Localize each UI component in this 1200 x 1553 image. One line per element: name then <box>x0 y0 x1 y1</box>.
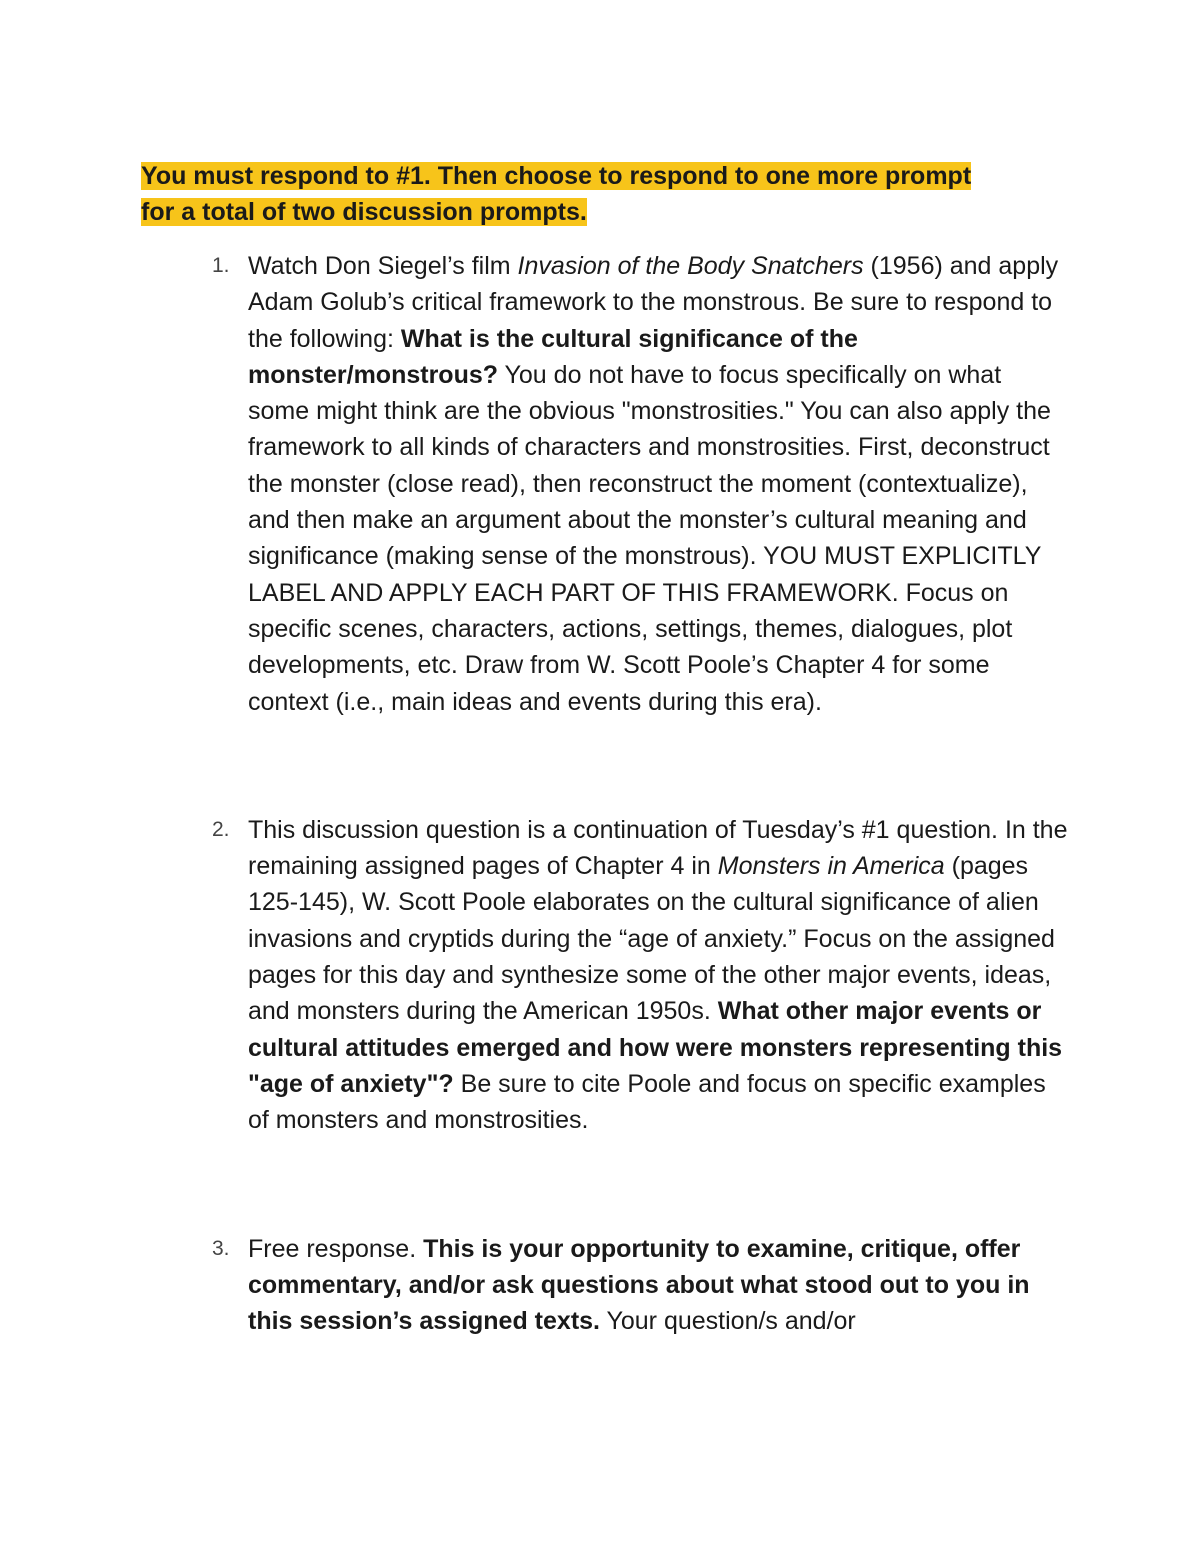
instructions-line-1: You must respond to #1. Then choose to respond to one more prompt <box>141 162 972 190</box>
prompt-text: Watch Don Siegel’s film <box>248 252 518 280</box>
prompt-item-1 <box>212 248 1068 720</box>
instructions-heading <box>141 158 1061 230</box>
prompt-number: 1. <box>212 254 230 277</box>
prompt-text: Free response. <box>248 1234 424 1263</box>
prompt-item-2 <box>212 812 1068 1139</box>
prompt-text: (1956) and apply Adam Golub’s critical framework to the monstrous. Be sure to respond to the following: <box>248 252 1059 353</box>
prompt-text: (pages 125-145), W. Scott Poole elaborates on the cultural significance of alien invasions and cryptids during the “age of anxiety.” Focus on the assigned pages for this day and synthesize some of the other major events, ideas, and monsters during the American 1950s. <box>248 852 1055 1026</box>
instructions-line-2: for a total of two discussion prompts. <box>141 198 587 226</box>
prompt-text: Be sure to cite Poole and focus on specific examples of monsters and monstrosities. <box>248 1069 1046 1135</box>
key-question: What is the cultural significance of the monster/monstrous? <box>248 324 858 389</box>
prompt-text: You do not have to focus specifically on what some might think are the obvious "monstrosities." You can also apply the framework to all kinds of characters and monstrosities. First, deconstruct the monster (close read), then reconstruct the moment (contextualize), and then make an argument about the monster’s cultural meaning and significance (making sense of the monstrous). YOU MUST EXPLICITLY LABEL AND APPLY EACH PART OF THIS FRAMEWORK. Focus on specific scenes, characters, actions, settings, themes, dialogues, plot developments, etc. Draw from W. Scott Poole’s Chapter 4 for some context (i.e., main ideas and events during this era). <box>248 360 1051 716</box>
key-question: What other major events or cultural attitudes emerged and how were monsters representing this "age of anxiety"? <box>248 997 1063 1098</box>
film-title: Invasion of the Body Snatchers <box>517 252 864 280</box>
prompt-number: 3. <box>212 1236 230 1260</box>
prompt-number: 2. <box>212 817 230 841</box>
prompt-text: This discussion question is a continuation of Tuesday’s #1 question. In the remaining assigned pages of Chapter 4 in <box>248 815 1068 881</box>
prompt-list <box>212 248 1068 1339</box>
prompt-item-3 <box>212 1231 1068 1340</box>
book-title: Monsters in America <box>717 852 945 881</box>
prompt-text: Your question/s and/or <box>600 1307 856 1336</box>
key-question: This is your opportunity to examine, critique, offer commentary, and/or ask questions about what stood out to you in this session’s assigned texts. <box>248 1234 1030 1336</box>
